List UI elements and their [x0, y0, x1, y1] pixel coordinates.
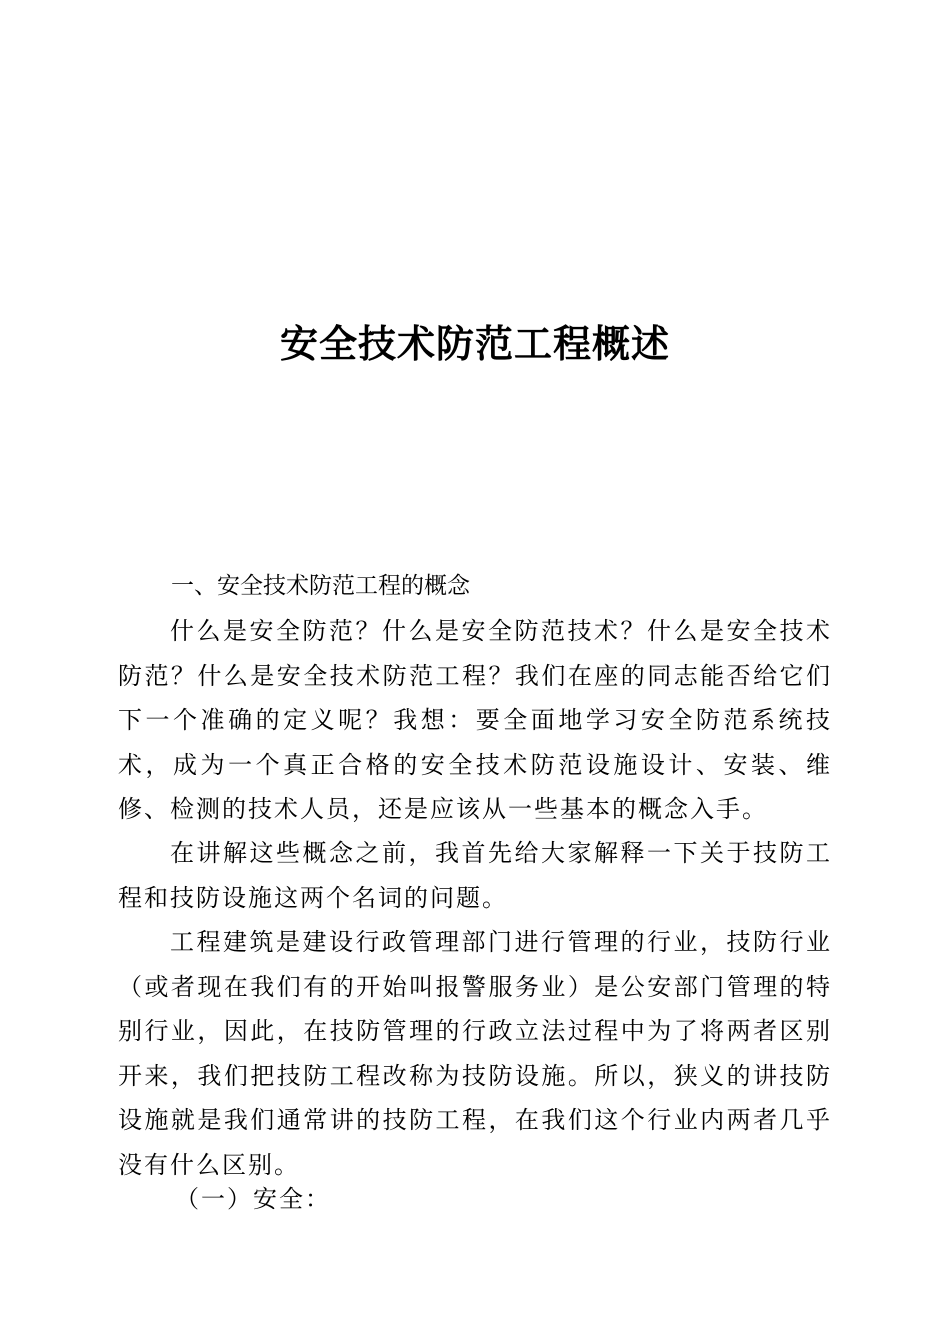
paragraph-3: 工程建筑是建设行政管理部门进行管理的行业，技防行业（或者现在我们有的开始叫报警服务业）是公安部门管理的特别行业，因此，在技防管理的行政立法过程中为了将两者区别开来，我们把技防工程改称为技防设施。所以，狭义的讲技防设施就是我们通常讲的技防工程，在我们这个行业内两者几乎没有什么区别。: [118, 928, 832, 1179]
document-title: 安全技术防范工程概述: [279, 322, 670, 366]
sub-heading-safety: （一）安全：: [175, 1185, 331, 1213]
paragraph-1: 什么是安全防范？什么是安全防范技术？什么是安全技术防范？什么是安全技术防范工程？我们在座的同志能否给它们下一个准确的定义呢？我想：要全面地学习安全防范系统技术，成为一个真正合格的安全技术防范设施设计、安装、维修、检测的技术人员，还是应该从一些基本的概念入手。: [118, 617, 832, 823]
section-heading: 一、安全技术防范工程的概念: [171, 573, 470, 599]
paragraph-2: 在讲解这些概念之前，我首先给大家解释一下关于技防工程和技防设施这两个名词的问题。: [118, 839, 832, 912]
